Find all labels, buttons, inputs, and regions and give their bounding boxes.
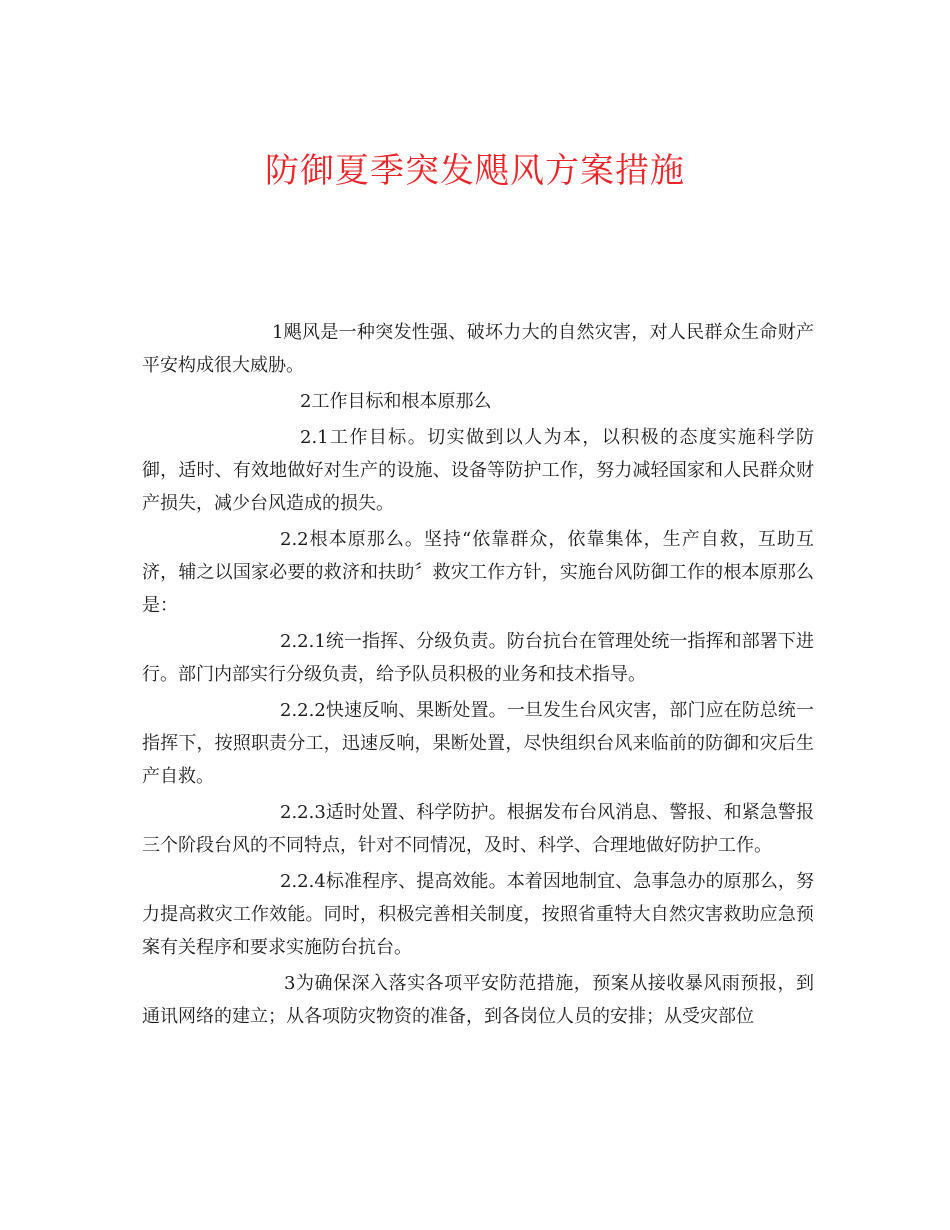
section-heading-2: 2工作目标和根本原那么 xyxy=(300,391,492,412)
document-title: 防御夏季突发飓风方案措施 xyxy=(265,150,685,191)
paragraph-3: 3为确保深入落实各项平安防范措施，预案从接收暴风雨预报，到通讯网络的建立；从各项防灾物资的准备，到各岗位人员的安排；从受灾部位 xyxy=(142,973,814,1027)
paragraph-1: 1飓风是一种突发性强、破坏力大的自然灾害，对人民群众生命财产平安构成很大威胁。 xyxy=(142,322,814,376)
document-body xyxy=(142,316,814,1033)
paragraph-2-2-4: 2.2.4标准程序、提高效能。本着因地制宜、急事急办的原那么，努力提高救灾工作效能。同时，积极完善相关制度，按照省重特大自然灾害救助应急预案有关程序和要求实施防台抗台。 xyxy=(142,871,814,958)
paragraph-2-1: 2.1工作目标。切实做到以人为本，以积极的态度实施科学防御，适时、有效地做好对生产的设施、设备等防护工作，努力减轻国家和人民群众财产损失，减少台风造成的损失。 xyxy=(142,427,814,514)
paragraph-2-2-3: 2.2.3适时处置、科学防护。根据发布台风消息、警报、和紧急警报三个阶段台风的不同特点，针对不同情况，及时、科学、合理地做好防护工作。 xyxy=(142,802,814,856)
paragraph-2-2-2: 2.2.2快速反响、果断处置。一旦发生台风灾害，部门应在防总统一指挥下，按照职责分工，迅速反响，果断处置，尽快组织台风来临前的防御和灾后生产自救。 xyxy=(142,700,814,787)
paragraph-2-2: 2.2根本原那么。坚持“依靠群众，依靠集体，生产自救，互助互济，辅之以国家必要的救济和扶助〞救灾工作方针，实施台风防御工作的根本原那么是： xyxy=(142,529,814,616)
paragraph-2-2-1: 2.2.1统一指挥、分级负责。防台抗台在管理处统一指挥和部署下进行。部门内部实行分级负责，给予队员积极的业务和技术指导。 xyxy=(142,631,814,685)
